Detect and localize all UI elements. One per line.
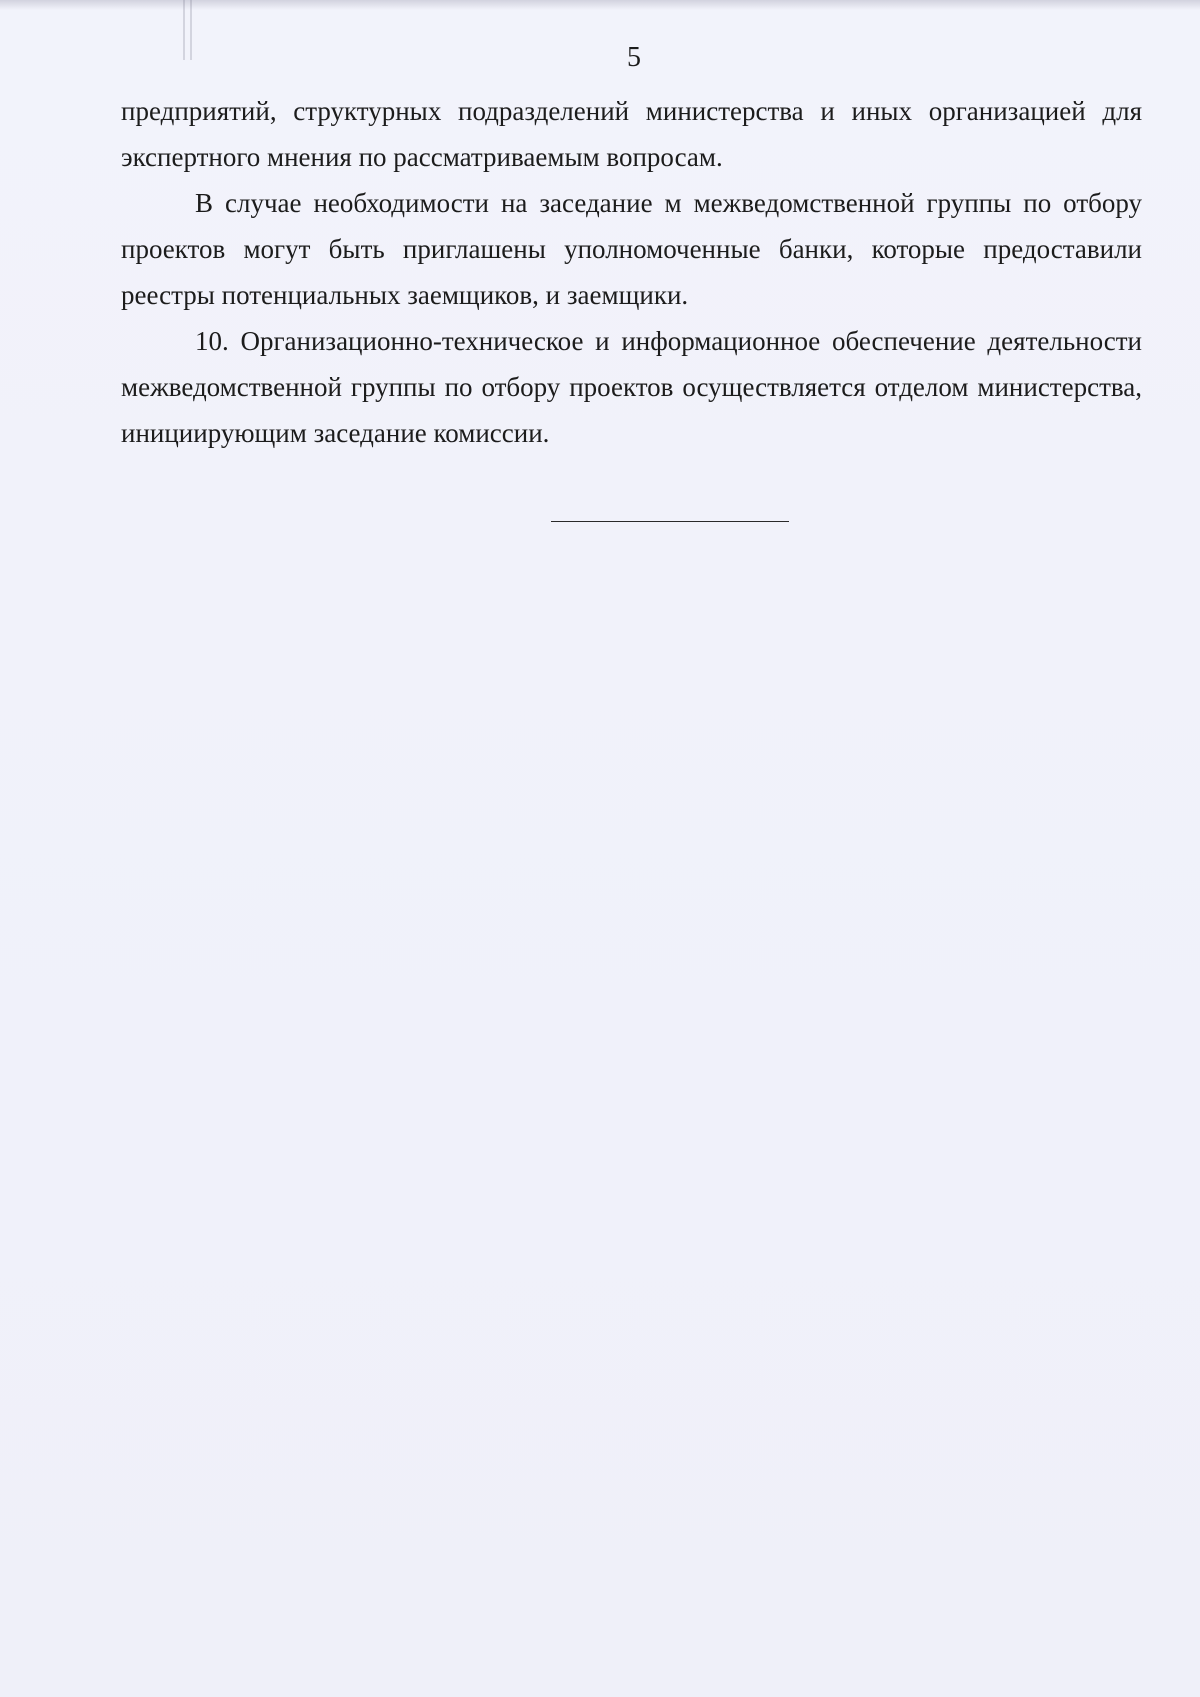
scan-edge [0, 0, 1200, 10]
paragraph-item-10: 10. Организационно-техническое и информационное обеспечение деятельности межведомственной группы по отбору проектов осуществляется отделом министерства, инициирующим заседание комиссии. [121, 326, 1142, 448]
paragraph-continuation: предприятий, структурных подразделений министерства и иных организацией для экспертного мнения по рассматриваемым вопросам. [121, 96, 1142, 172]
page-number: 5 [627, 42, 641, 73]
document-body [121, 88, 1142, 456]
paragraph-invited-banks: В случае необходимости на заседание м межведомственной группы по отбору проектов могут быть приглашены уполномоченные банки, которые предоставили реестры потенциальных заемщиков, и заемщики. [121, 188, 1142, 310]
end-of-document-rule [551, 521, 789, 522]
